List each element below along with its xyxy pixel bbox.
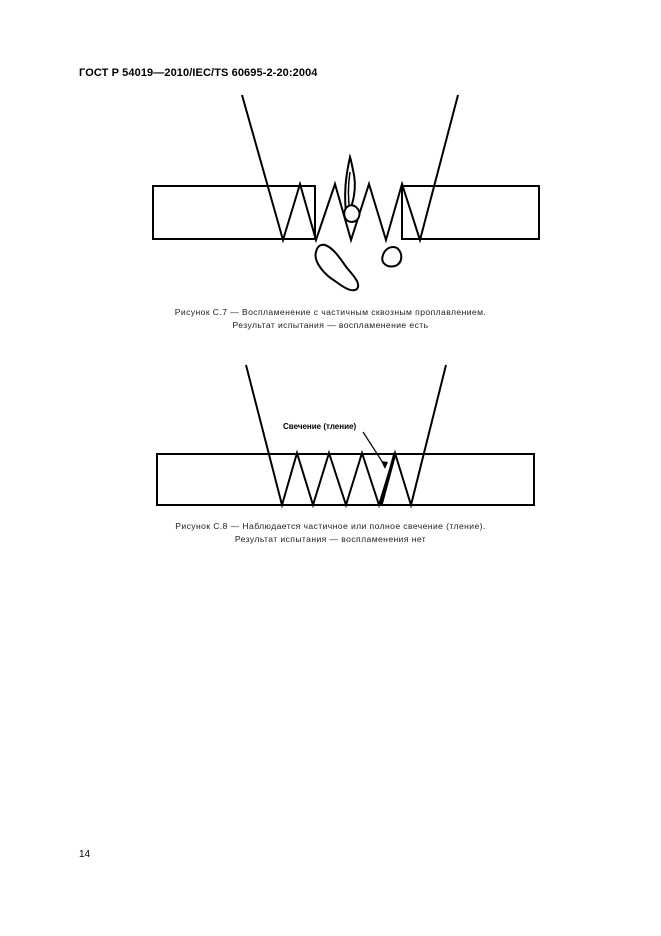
figure-c7-caption bbox=[0, 306, 661, 332]
figure-c8-caption-line2: Результат испытания — воспламенения нет bbox=[234, 534, 427, 544]
figure-c7-caption-line2: Результат испытания — воспламенение есть bbox=[232, 320, 429, 330]
glow-label-leader bbox=[363, 432, 385, 466]
figure-c7-caption-line1: Рисунок С.7 — Воспламенение с частичным сквозным проплавлением. bbox=[174, 307, 487, 317]
molten-drop-center bbox=[344, 205, 359, 222]
glow-label: Свечение (тление) bbox=[283, 422, 357, 431]
figure-c7-diagram bbox=[0, 0, 661, 300]
glowing-strand bbox=[381, 453, 395, 505]
glow-label-arrowhead bbox=[381, 461, 388, 469]
falling-particle-large bbox=[316, 245, 359, 290]
document-header: ГОСТ Р 54019—2010/IEC/TS 60695-2-20:2004 bbox=[79, 67, 318, 79]
figure-c8-diagram bbox=[0, 350, 661, 520]
figure-c8-caption bbox=[0, 520, 661, 546]
glow-wire-coil bbox=[246, 365, 446, 505]
page-number: 14 bbox=[79, 849, 91, 860]
figure-c8-caption-line1: Рисунок С.8 — Наблюдается частичное или полное свечение (тление). bbox=[175, 521, 486, 531]
falling-particle-small bbox=[382, 247, 401, 266]
specimen-block bbox=[157, 454, 534, 505]
